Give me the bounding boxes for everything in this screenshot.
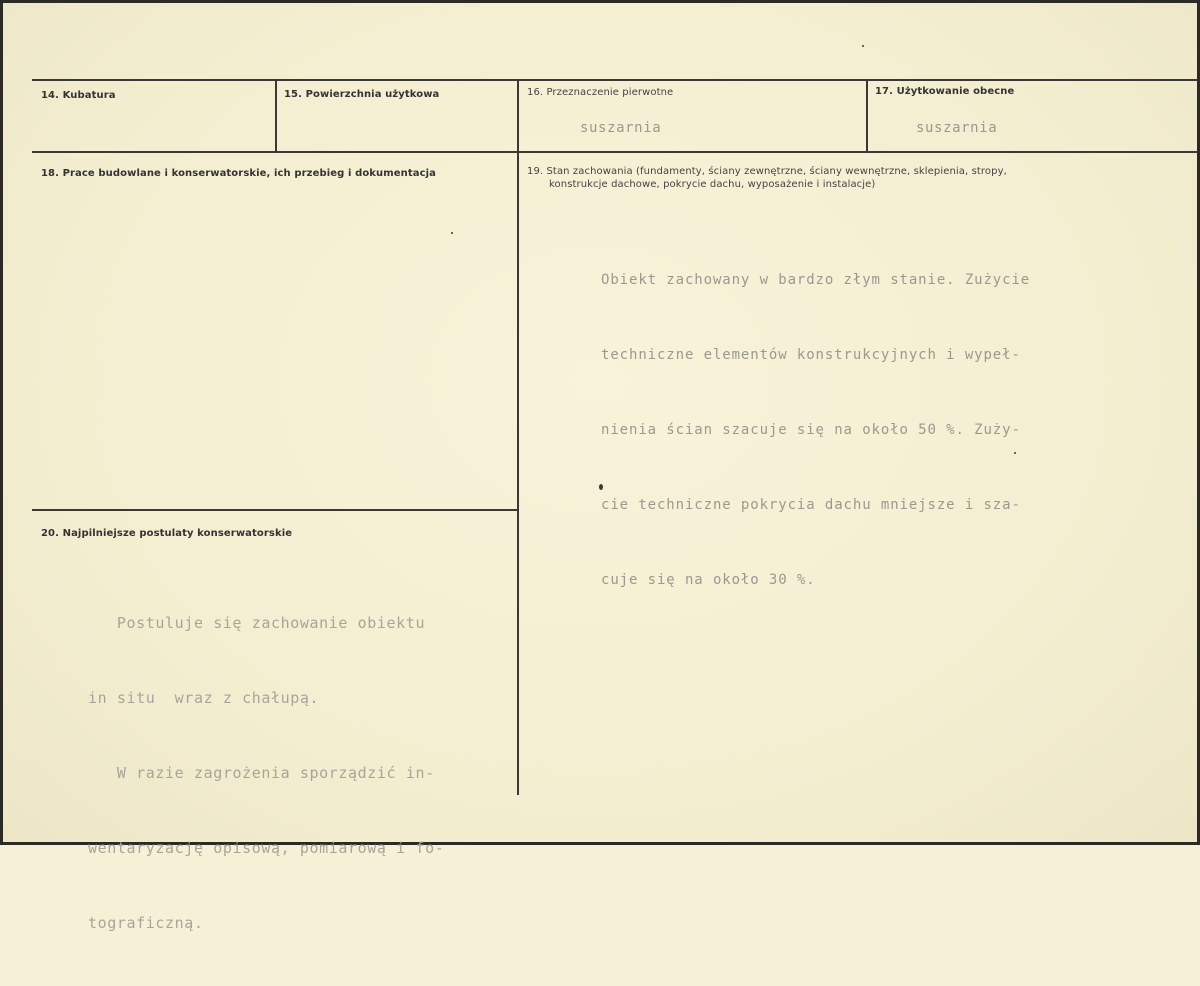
postulaty-line-4: wentaryzację opisową, pomiarową i fo- xyxy=(88,839,445,857)
powierzchnia-label: 15. Powierzchnia użytkowa xyxy=(284,89,440,100)
col-divider-16-17 xyxy=(866,79,868,152)
stan-line-5: cuje się na około 30 %. xyxy=(601,572,816,588)
paper-speck xyxy=(451,232,453,234)
row-divider xyxy=(32,151,1198,153)
stan-line-3: nienia ścian szacuje się na około 50 %. Zuży- xyxy=(601,422,1021,438)
top-rule xyxy=(32,79,1198,81)
stan-zachowania-text xyxy=(601,218,1030,643)
uzytkowanie-value: suszarnia xyxy=(916,120,998,136)
stan-line-2: techniczne elementów konstrukcyjnych i wypeł- xyxy=(601,347,1021,363)
postulaty-label: 20. Najpilniejsze postulaty konserwatorskie xyxy=(41,528,293,539)
postulaty-divider xyxy=(32,509,519,511)
stan-line-1: Obiekt zachowany w bardzo złym stanie. Zużycie xyxy=(601,272,1031,288)
przeznaczenie-value: suszarnia xyxy=(580,120,662,136)
postulaty-line-5: tograficzną. xyxy=(88,914,204,932)
paper-speck xyxy=(599,484,603,490)
stan-zachowania-label-2: konstrukcje dachowe, pokrycie dachu, wyposażenie i instalacje) xyxy=(549,179,876,190)
stan-zachowania-label-1: 19. Stan zachowania (fundamenty, ściany zewnętrzne, ściany wewnętrzne, sklepienia, stropy, xyxy=(527,166,1007,177)
col-divider-14-15 xyxy=(275,79,277,152)
paper-speck xyxy=(1014,452,1016,454)
kubatura-label: 14. Kubatura xyxy=(41,90,116,101)
postulaty-line-2: in situ wraz z chałupą. xyxy=(88,689,320,707)
przeznaczenie-label: 16. Przeznaczenie pierwotne xyxy=(527,87,674,98)
paper-speck xyxy=(862,45,864,47)
postulaty-line-1: Postuluje się zachowanie obiektu xyxy=(88,614,426,632)
postulaty-line-3: W razie zagrożenia sporządzić in- xyxy=(88,764,435,782)
uzytkowanie-label: 17. Użytkowanie obecne xyxy=(875,86,1015,97)
prace-budowlane-label: 18. Prace budowlane i konserwatorskie, ich przebieg i dokumentacja xyxy=(41,168,437,179)
stan-line-4: cie techniczne pokrycia dachu mniejsze i sza- xyxy=(601,497,1021,513)
postulaty-text xyxy=(88,561,444,986)
col-divider-main xyxy=(517,79,519,795)
